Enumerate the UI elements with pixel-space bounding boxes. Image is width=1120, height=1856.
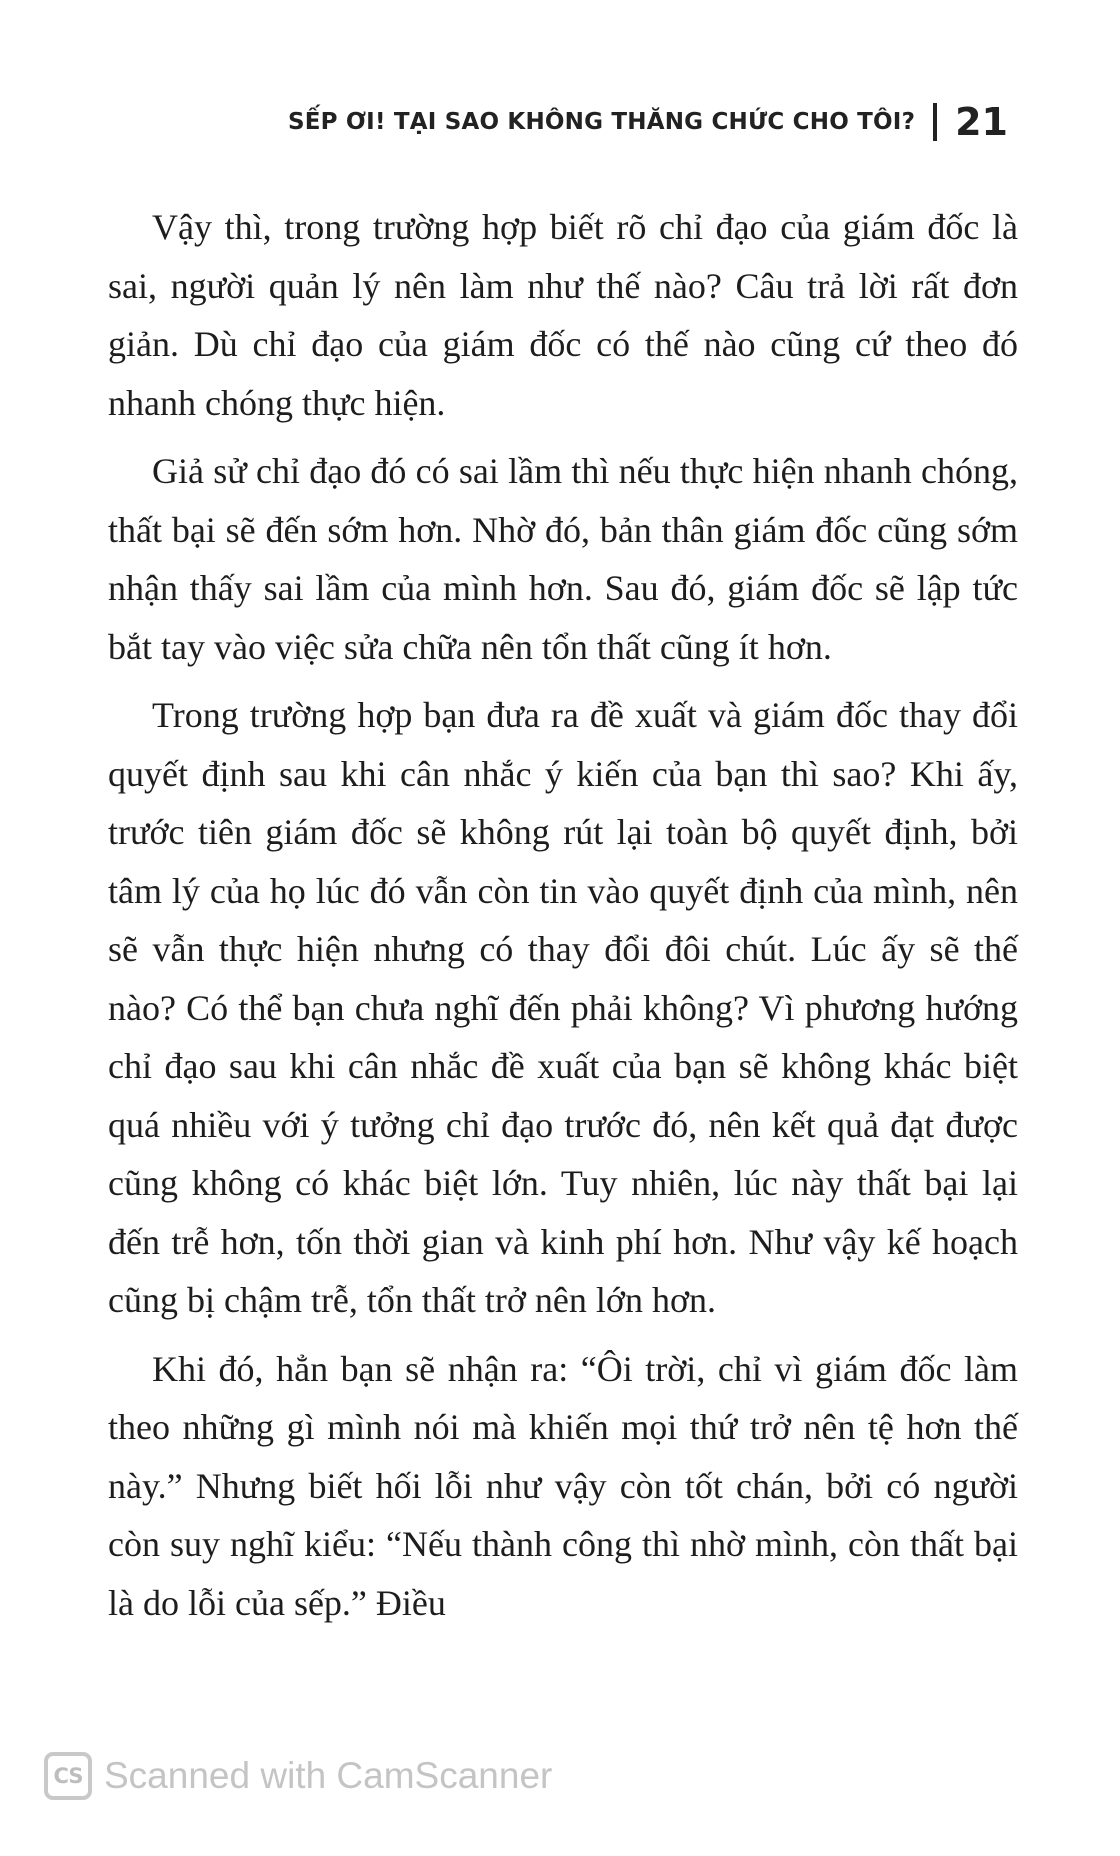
watermark-text: Scanned with CamScanner — [104, 1755, 553, 1796]
paragraph-4: Khi đó, hẳn bạn sẽ nhận ra: “Ôi trời, chỉ vì giám đốc làm theo những gì mình nói mà khiến mọi thứ trở nên tệ hơn thế này.” Nhưng biết hối lỗi như vậy còn tốt chán, bởi có người còn suy nghĩ kiểu: “Nếu thành công thì nhờ mình, còn thất bại là do lỗi của sếp.” Điều — [108, 1348, 1018, 1623]
page-number: 21 — [955, 100, 1008, 144]
header-divider — [933, 103, 937, 141]
paragraph-1: Vậy thì, trong trường hợp biết rõ chỉ đạo của giám đốc là sai, người quản lý nên làm như thế nào? Câu trả lời rất đơn giản. Dù chỉ đạo của giám đốc có thế nào cũng cứ theo đó nhanh chóng thực hiện. — [108, 207, 1018, 423]
paragraph-2: Giả sử chỉ đạo đó có sai lầm thì nếu thực hiện nhanh chóng, thất bại sẽ đến sớm hơn. Nhờ đó, bản thân giám đốc cũng sớm nhận thấy sai lầm của mình hơn. Sau đó, giám đốc sẽ lập tức bắt tay vào việc sửa chữa nên tổn thất cũng ít hơn. — [108, 451, 1018, 667]
running-title: SẾP ƠI! TẠI SAO KHÔNG THĂNG CHỨC CHO TÔI? — [287, 109, 916, 135]
camscanner-watermark — [44, 1752, 552, 1800]
camscanner-logo-icon: CS — [44, 1752, 92, 1800]
paragraph-3: Trong trường hợp bạn đưa ra đề xuất và giám đốc thay đổi quyết định sau khi cân nhắc ý kiến của bạn thì sao? Khi ấy, trước tiên giám đốc sẽ không rút lại toàn bộ quyết định, bởi tâm lý của họ lúc đó vẫn còn tin vào quyết định của mình, nên sẽ vẫn thực hiện nhưng có thay đổi đôi chút. Lúc ấy sẽ thế nào? Có thể bạn chưa nghĩ đến phải không? Vì phương hướng chỉ đạo sau khi cân nhắc đề xuất của bạn sẽ không khác biệt quá nhiều với ý tưởng chỉ đạo trước đó, nên kết quả đạt được cũng không có khác biệt lớn. Tuy nhiên, lúc này thất bại lại đến trễ hơn, tốn thời gian và kinh phí hơn. Như vậy kế hoạch cũng bị chậm trễ, tổn thất trở nên lớn hơn. — [108, 695, 1018, 1320]
body-text — [108, 198, 1018, 1642]
page-header — [288, 100, 1008, 144]
